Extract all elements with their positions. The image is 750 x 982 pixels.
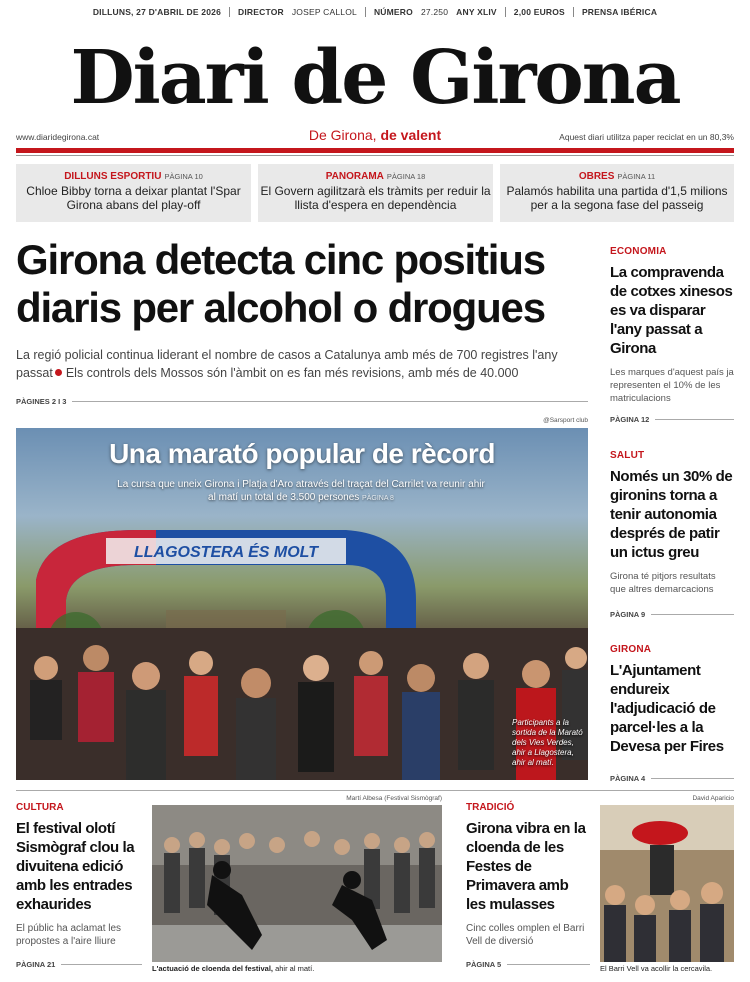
story-page-ref: PÀGINA 5 (466, 960, 590, 969)
right-story-health[interactable] (610, 450, 734, 619)
story-page-ref: PÀGINA 9 (610, 610, 734, 619)
divider (365, 7, 366, 17)
masthead-subbar (16, 127, 734, 147)
photo3-caption-text: El Barri Vell va acollir la cercavila. (600, 964, 713, 973)
festival-photo[interactable] (152, 805, 442, 962)
photo-credit: @Sarsport club (543, 417, 588, 424)
masthead-thin-rule (16, 155, 734, 156)
story-page-ref: PÀGINA 12 (610, 415, 734, 424)
director-name: JOSEP CALLOL (291, 7, 357, 17)
photo2-caption (152, 964, 442, 973)
photo2-caption-rest: ahir al matí. (275, 964, 315, 973)
slogan-bold: de valent (380, 127, 442, 143)
slogan-start: De Girona, (308, 127, 377, 143)
number-label: NÚMERO (373, 7, 413, 17)
photo-caption: Participants a la sortida de la Marató dels Vies Verdes, ahir a Llagostera, ahir al matí. (512, 718, 583, 767)
photo2-credit: Martí Albesa (Festival Sismògraf) (346, 795, 442, 802)
story-page-ref: PÀGINA 21 (16, 960, 142, 969)
teaser-text: El Govern agilitzarà els tràmits per reduir la llista d'espera en dependència (260, 184, 491, 212)
issue-date: DILLUNS, 27 D'ABRIL DE 2026 (92, 7, 222, 17)
teaser-kicker: DILLUNS ESPORTIU PÀGINA 10 (64, 171, 203, 182)
section-label: ECONOMIA (610, 246, 667, 257)
bullet-dot (55, 369, 62, 376)
photo3-caption (600, 964, 734, 973)
story-deck: El públic ha aclamat les propostes a l'aire lliure (16, 923, 122, 947)
lead-photo[interactable] (16, 428, 588, 780)
section-label: CULTURA (16, 802, 64, 813)
teaser-sports[interactable] (16, 164, 251, 222)
lead-deck-a: La regió policial continua liderant el nombre de casos a Catalunya amb més de 700 registres l'any passat (16, 348, 558, 380)
arch-text: LLAGOSTERA ÉS MOLT (134, 544, 318, 561)
teaser-text: Palamós habilita una partida d'1,5 milions per a la segona fase del passeig (506, 184, 728, 212)
photo-title: Una marató popular de rècord (109, 438, 495, 469)
story-headline: Només un 30% de gironins torna a tenir autonomia després de patir un ictus greu (610, 468, 733, 561)
photo-sub-text: La cursa que uneix Girona i Platja d'Aro através del traçat del Carrilet va reunir ahir al matí un total de 3.500 persones (117, 479, 485, 503)
issue-price: 2,00 EUROS (513, 7, 565, 17)
rule (72, 401, 588, 402)
story-headline: L'Ajuntament endureix l'adjudicació de parcel·les a la Devesa per Fires (610, 662, 724, 755)
director-label: DIRECTOR (238, 7, 284, 17)
teaser-works[interactable] (500, 164, 734, 222)
teaser-panorama[interactable] (258, 164, 493, 222)
divider (505, 7, 506, 17)
story-headline: La compravenda de cotxes xinesos es va disparar l'any passat a Girona (610, 264, 733, 357)
teaser-text: Chloe Bibby torna a deixar plantat l'Spar Girona abans del play-off (26, 184, 241, 212)
festival-illustration (152, 805, 442, 962)
teaser-page: PÀGINA 11 (617, 172, 656, 181)
bottom-story-culture[interactable] (16, 802, 142, 969)
story-deck: Girona té pitjors resultats que altres demarcacions (610, 571, 716, 595)
recycle-note: Aquest diari utilitza paper reciclat en un 80,3% (559, 132, 734, 142)
right-story-economy[interactable] (610, 246, 734, 424)
photo-sub-page: PÀGINA 8 (362, 495, 394, 502)
photo2-caption-bold: L'actuació de cloenda del festival, (152, 964, 273, 973)
photo-subtitle (116, 478, 486, 505)
crowd-illustration (16, 628, 588, 780)
parade-photo[interactable] (600, 805, 734, 962)
photo3-credit: David Aparicio (692, 795, 734, 802)
lead-deck-b: Els controls dels Mossos són l'àmbit on es fan més revisions, amb més de 40.000 (65, 366, 519, 380)
section-label: TRADICIÓ (466, 802, 515, 813)
section-label: GIRONA (610, 644, 652, 655)
teaser-page: PÀGINA 18 (386, 172, 426, 181)
issue-number: 27.250 (420, 7, 449, 17)
lead-pages: PÀGINES 2 I 3 (16, 397, 67, 406)
story-deck: Les marques d'aquest país ja representen el 10% de les matriculacions (610, 367, 734, 404)
masthead-title: Diari de Girona (70, 35, 680, 121)
issue-year: ANY XLIV (456, 7, 497, 17)
right-story-girona[interactable] (610, 644, 734, 783)
story-deck: Cinc colles omplen el Barri Vell de diversió (466, 923, 585, 947)
parade-illustration (600, 805, 734, 962)
teaser-page: PÀGINA 10 (164, 172, 203, 181)
story-headline: El festival olotí Sismògraf clou la divuitena edició amb les entrades exhaurides (16, 820, 135, 913)
bottom-story-tradition[interactable] (466, 802, 590, 969)
teaser-kicker: OBRES PÀGINA 11 (578, 171, 656, 182)
website-url[interactable]: www.diaridegirona.cat (16, 132, 100, 142)
lead-page-ref (16, 397, 588, 406)
masthead-red-rule (16, 148, 734, 153)
section-label: SALUT (610, 450, 645, 461)
teaser-kicker: PANORAMA PÀGINA 18 (325, 171, 426, 182)
divider (573, 7, 574, 17)
lead-headline[interactable]: Girona detecta cinc positius diaris per alcohol o drogues (16, 236, 545, 331)
issue-info-bar (0, 0, 750, 24)
lead-deck (16, 346, 596, 382)
group-name: PRENSA IBÉRICA (581, 7, 658, 17)
divider (229, 7, 230, 17)
story-page-ref: PÀGINA 4 (610, 774, 734, 783)
bottom-row-rule (16, 790, 734, 791)
story-headline: Girona vibra en la cloenda de les Festes de Primavera amb les mulasses (466, 820, 586, 913)
